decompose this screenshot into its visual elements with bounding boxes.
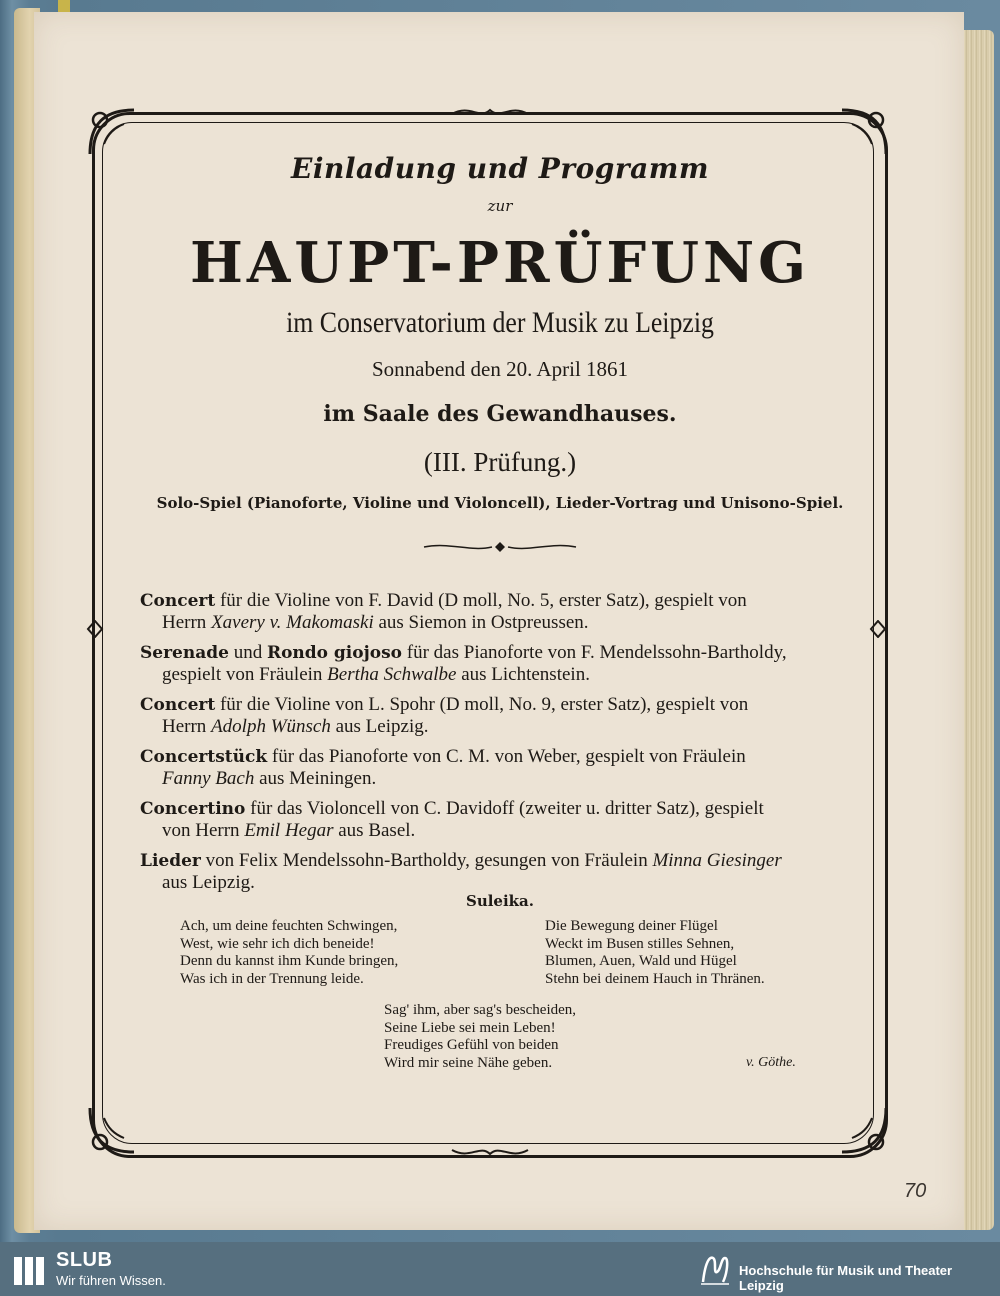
performer-name: Fanny Bach	[162, 768, 255, 789]
performer-origin: aus Leipzig.	[330, 716, 429, 737]
poem-stanza-center	[384, 1002, 576, 1072]
performer-prefix: von Herrn	[162, 820, 245, 841]
performer-line	[140, 664, 850, 686]
performer-origin: aus Siemon in Ostpreussen.	[373, 612, 589, 633]
poem-line: Wird mir seine Nähe geben.	[384, 1054, 553, 1071]
piece-description: für die Violine von F. David (D moll, No. 5, erster Satz), gespielt von	[215, 590, 747, 611]
program-item	[140, 798, 850, 842]
slub-logo-icon[interactable]	[12, 1253, 50, 1289]
title-zur: zur	[487, 197, 513, 215]
performer-prefix: Herrn	[162, 716, 212, 737]
performer-origin: aus Meiningen.	[254, 768, 377, 789]
poem-stanza-left	[180, 918, 398, 988]
performer-origin: aus Leipzig.	[162, 872, 255, 893]
poem-line: West, wie sehr ich dich beneide!	[180, 935, 375, 952]
slub-logo-name[interactable]: SLUB	[56, 1249, 113, 1271]
piece-description: von Felix Mendelssohn-Bartholdy, gesungen von Fräulein	[200, 850, 653, 871]
hmt-institution-name[interactable]: Hochschule für Musik und Theater Leipzig	[739, 1263, 953, 1293]
piece-name: Concert	[140, 591, 216, 611]
poem-line: Blumen, Auen, Wald und Hügel	[545, 953, 737, 969]
piece-conjunction: und	[228, 642, 267, 663]
piece-description: für die Violine von L. Spohr (D moll, No. 9, erster Satz), gespielt von	[215, 694, 749, 715]
main-title: HAUPT-PRÜFUNG	[189, 230, 811, 296]
performer-line	[140, 612, 850, 634]
slub-tagline: Wir führen Wissen.	[56, 1273, 166, 1288]
performer-line	[140, 820, 850, 842]
performer-prefix: gespielt von Fräulein	[162, 664, 328, 685]
performer-line	[140, 768, 850, 790]
poem-line: Freudiges Gefühl von beiden	[384, 1037, 559, 1053]
poem-line: Sag' ihm, aber sag's bescheiden,	[384, 1002, 577, 1018]
performer-name: Emil Hegar	[244, 820, 334, 841]
poem-line: Was ich in der Trennung leide.	[180, 970, 364, 987]
piece-description: für das Pianoforte von C. M. von Weber, gespielt von Fräulein	[267, 746, 746, 767]
performer-line	[140, 872, 850, 894]
program-item	[140, 746, 850, 790]
date-line: Sonnabend den 20. April 1861	[371, 357, 629, 381]
program-item	[140, 642, 850, 686]
piece-description: für das Pianoforte von F. Mendelssohn-Bartholdy,	[402, 642, 787, 663]
poem-line: Die Bewegung deiner Flügel	[545, 918, 718, 934]
program-list	[140, 590, 850, 902]
poem-author: v. Göthe.	[746, 1055, 796, 1070]
poem-title: Suleika.	[465, 892, 534, 910]
piece-name-second: Rondo giojoso	[266, 643, 403, 663]
performer-name: Bertha Schwalbe	[327, 664, 457, 685]
piece-name: Concert	[140, 695, 216, 715]
hmt-logo-icon[interactable]	[695, 1250, 735, 1290]
poem-line: Stehn bei deinem Hauch in Thränen.	[545, 970, 765, 987]
poem-line: Ach, um deine feuchten Schwingen,	[180, 918, 398, 934]
piece-name: Lieder	[140, 851, 201, 871]
venue-line: im Saale des Gewandhauses.	[323, 401, 677, 427]
program-item	[140, 590, 850, 634]
poem-stanza-right	[545, 918, 765, 988]
divider-ornament	[420, 540, 580, 554]
program-item	[140, 694, 850, 738]
performer-origin: aus Lichtenstein.	[456, 664, 590, 685]
handwritten-page-number: 70	[904, 1180, 927, 1202]
poem-line: Weckt im Busen stilles Sehnen,	[545, 935, 735, 952]
title-script: Einladung und Programm	[291, 152, 709, 185]
subtitle-line: Solo-Spiel (Pianoforte, Violine und Violoncell), Lieder-Vortrag und Unisono-Spiel.	[156, 494, 844, 512]
poem-line: Denn du kannst ihm Kunde bringen,	[180, 953, 399, 969]
piece-description: für das Violoncell von C. Davidoff (zweiter u. dritter Satz), gespielt	[245, 798, 764, 819]
poem-line: Seine Liebe sei mein Leben!	[384, 1019, 556, 1036]
performer-name: Adolph Wünsch	[211, 716, 331, 737]
performer-name: Minna Giesinger	[652, 850, 782, 871]
performer-origin: aus Basel.	[333, 820, 416, 841]
performer-prefix: Herrn	[162, 612, 212, 633]
exam-number: (III. Prüfung.)	[423, 447, 577, 477]
performer-line	[140, 716, 850, 738]
program-item	[140, 850, 850, 894]
piece-name: Concertstück	[140, 747, 268, 767]
piece-name: Concertino	[140, 799, 246, 819]
piece-name: Serenade	[140, 643, 229, 663]
performer-name: Xavery v. Makomaski	[211, 612, 374, 633]
institution-line: im Conservatorium der Musik zu Leipzig	[286, 306, 714, 339]
